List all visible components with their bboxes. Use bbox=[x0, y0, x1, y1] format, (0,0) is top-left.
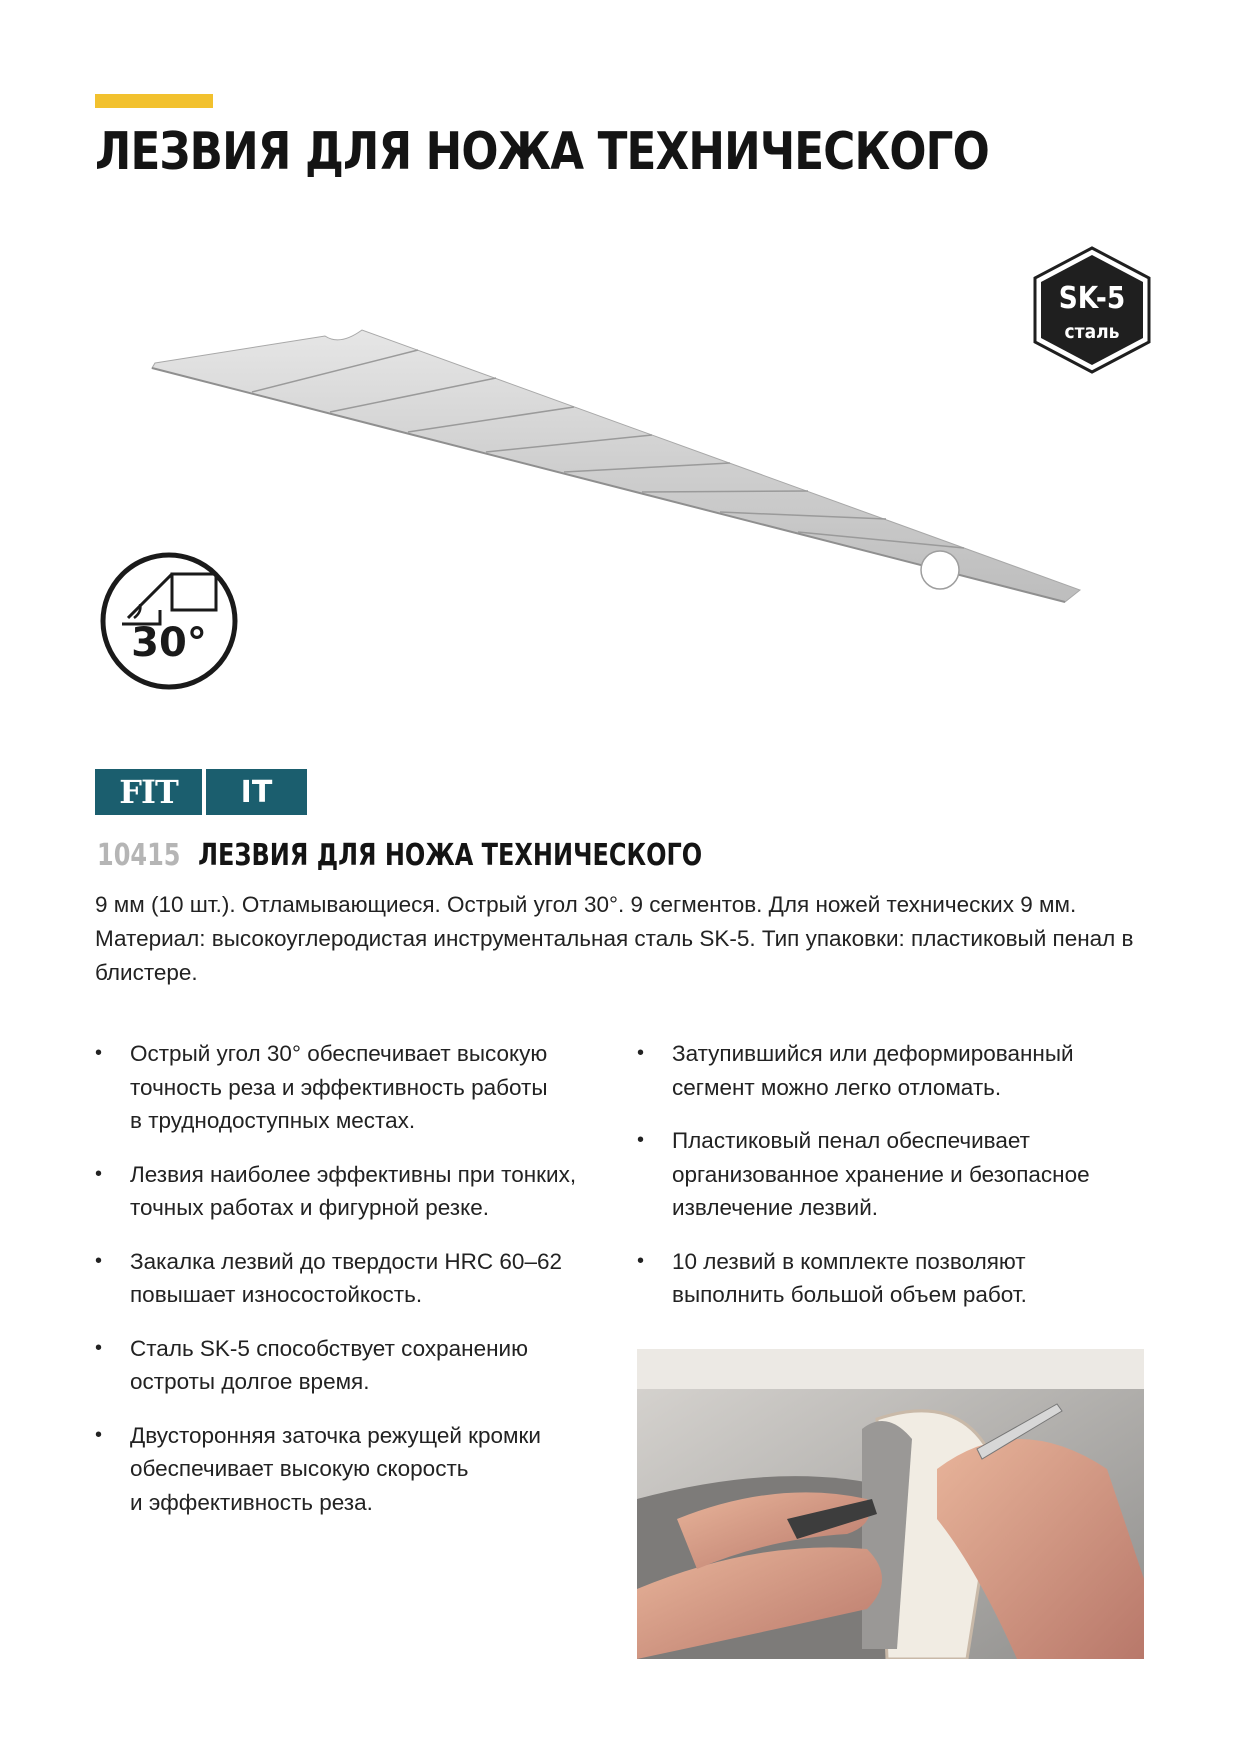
bullet-dot: • bbox=[95, 1162, 103, 1185]
badge-steel-label: сталь bbox=[1064, 321, 1120, 343]
page-title: ЛЕЗВИЯ ДЛЯ НОЖА ТЕХНИЧЕСКОГО bbox=[95, 122, 989, 182]
brand-fit-label: FIT bbox=[95, 769, 202, 815]
brand-it-label: IT bbox=[206, 769, 307, 815]
feature-item bbox=[637, 1037, 1157, 1104]
angle-label: 30° bbox=[131, 620, 207, 666]
brand-logo bbox=[95, 769, 307, 815]
product-heading bbox=[97, 838, 702, 873]
bullet-dot: • bbox=[95, 1249, 103, 1272]
accent-bar bbox=[95, 94, 213, 108]
bullet-dot: • bbox=[95, 1336, 103, 1359]
usage-photo bbox=[637, 1349, 1144, 1659]
feature-text: Сталь SK-5 способствует сохранению остроты долгое время. bbox=[130, 1335, 528, 1394]
product-description: 9 мм (10 шт.). Отламывающиеся. Острый угол 30°. 9 сегментов. Для ножей технических 9 мм. Материал: высокоуглеродистая инструментальная сталь SK-5. Тип упаковки: пластиковый пенал в блистере. bbox=[95, 892, 1134, 985]
product-code: 10415 bbox=[97, 838, 181, 873]
feature-text: Двусторонняя заточка режущей кромки обеспечивает высокую скорость и эффективность реза. bbox=[130, 1422, 541, 1515]
badge-steel-grade: SK-5 bbox=[1058, 281, 1126, 316]
bullet-dot: • bbox=[637, 1129, 645, 1151]
blade-illustration bbox=[140, 300, 1100, 640]
angle-30-icon bbox=[98, 550, 240, 692]
bullet-dot: • bbox=[637, 1042, 645, 1064]
product-name: ЛЕЗВИЯ ДЛЯ НОЖА ТЕХНИЧЕСКОГО bbox=[198, 838, 703, 873]
feature-text: Затупившийся или деформированный сегмент можно легко отломать. bbox=[672, 1041, 1074, 1100]
feature-text: Пластиковый пенал обеспечивает организованное хранение и безопасное извлечение лезвий. bbox=[672, 1128, 1090, 1220]
feature-item bbox=[637, 1124, 1157, 1225]
sk5-steel-badge bbox=[1030, 245, 1154, 375]
feature-text: Закалка лезвий до твердости HRC 60–62 повышает износостойкость. bbox=[130, 1248, 562, 1307]
features-list-right bbox=[637, 1037, 1157, 1312]
features-list-left bbox=[95, 1037, 615, 1519]
feature-text: Лезвия наиболее эффективны при тонких, точных работах и фигурной резке. bbox=[130, 1161, 577, 1220]
feature-item bbox=[95, 1245, 615, 1312]
bullet-dot: • bbox=[95, 1423, 103, 1446]
feature-item bbox=[95, 1158, 615, 1225]
feature-item bbox=[95, 1332, 615, 1399]
feature-item bbox=[95, 1419, 615, 1520]
feature-text: 10 лезвий в комплекте позволяют выполнить большой объем работ. bbox=[672, 1248, 1027, 1307]
bullet-dot: • bbox=[95, 1042, 103, 1064]
bullet-dot: • bbox=[637, 1249, 645, 1272]
feature-text: Острый угол 30° обеспечивает высокую точность реза и эффективность работы в труднодоступных местах. bbox=[130, 1041, 548, 1133]
feature-item bbox=[637, 1245, 1157, 1312]
feature-item bbox=[95, 1037, 615, 1138]
